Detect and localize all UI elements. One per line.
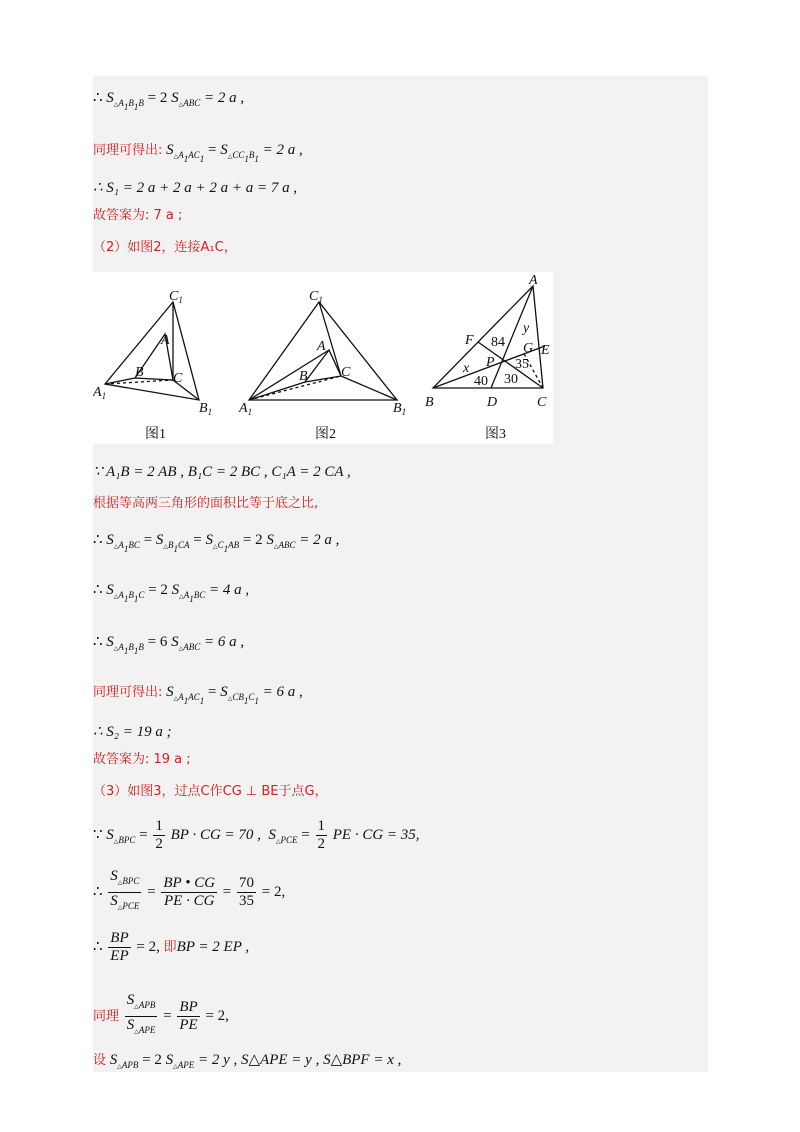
svg-text:B1: $B_1$	[393, 401, 407, 417]
answer-2: 故答案为: 19 a ;	[93, 752, 191, 767]
line-ratio-70-35: ∴ $\frac{S_{\triangle BPC}}{S_{\triangle PCE}}$ = $\frac{BP • CG}{PE \cdot CG}$ = $\frac{70}{35}$ = 2,	[93, 868, 286, 911]
svg-text:C: C	[537, 395, 547, 410]
svg-text:x: x	[463, 361, 470, 376]
part-2-heading: （2）如图2，连接A₁C，	[93, 240, 237, 255]
svg-text:E: E	[541, 343, 550, 358]
caption-fig1: 图1	[145, 427, 166, 442]
line-areas-bpc-pce: ∵ $S_{\triangle BPC}$ = $\frac{1}{2}$ BP · CG = 70 , $S_{\triangle PCE}$ = $\frac{1}{2}$ PE · CG = 35,	[93, 818, 420, 852]
svg-text:C: C	[341, 365, 351, 380]
svg-text:A: A	[529, 273, 538, 288]
svg-text:B1: $B_1$	[199, 401, 213, 417]
fig1-outer-triangle	[105, 302, 199, 400]
svg-text:84: 84	[491, 335, 505, 350]
line-bp-ep: ∴ $\frac{BP}{EP}$ = 2, 即BP = 2 EP ,	[93, 930, 250, 964]
svg-text:30: 30	[504, 372, 518, 387]
triangle-figures	[93, 272, 553, 444]
svg-text:B: B	[299, 369, 308, 384]
caption-fig3: 图3	[485, 427, 506, 442]
svg-text:C: C	[173, 371, 183, 386]
svg-text:G: G	[523, 341, 534, 356]
line-s1-total: ∴ S₁ = 2 a + 2 a + 2 a + a = 7 a ,	[93, 180, 298, 196]
svg-text:D: D	[487, 395, 498, 410]
svg-text:B: B	[135, 365, 144, 380]
line-let-variables: 设 $S_{\triangle APB} = 2$ $S_{\triangle APE} = 2$ y , S△APE = y , S△BPF = x ,	[93, 1052, 402, 1070]
svg-text:F: F	[465, 333, 474, 348]
line-a1b1b: ∴ $S_{\triangle A_1B_1B} = 6$ $S_{\triangle ABC} = 6$ a ,	[93, 634, 245, 656]
svg-text:35: 35	[515, 357, 529, 372]
svg-text:C1: $C_1$	[169, 289, 183, 305]
line-similar-ratio: 同理 $\frac{S_{\triangle APB}}{S_{\triangle APE}}$ = $\frac{BP}{PE}$ = 2,	[93, 992, 229, 1035]
caption-fig2: 图2	[315, 427, 336, 442]
svg-text:A1: $A_1$	[93, 385, 107, 401]
svg-text:A: A	[161, 333, 170, 348]
solution-panel	[93, 76, 708, 1072]
part-3-heading: （3）如图3，过点C作CG ⊥ BE于点G，	[93, 784, 328, 799]
line-similar-result: 同理可得出: $S_{\triangle A_1AC_1} = S_{\triangle CC_1B_1} = 2$ a ,	[93, 142, 303, 164]
svg-text:P: P	[486, 355, 495, 370]
svg-text:B: B	[425, 395, 434, 410]
svg-text:C1: $C_1$	[309, 289, 323, 305]
line-a1b1c: ∴ $S_{\triangle A_1B_1C} = 2$ $S_{\triangle A_1BC} = 4$ a ,	[93, 582, 250, 604]
line-similar-result-2: 同理可得出: $S_{\triangle A_1AC_1} = S_{\triangle CB_1C_1} = 6$ a ,	[93, 684, 303, 706]
svg-text:40: 40	[474, 374, 488, 389]
svg-text:A: A	[317, 339, 326, 354]
figures	[93, 272, 553, 444]
svg-text:y: y	[523, 321, 530, 336]
area-ratio-principle: 根据等高两三角形的面积比等于底之比,	[93, 496, 319, 511]
svg-text:A1: $A_1$	[239, 401, 253, 417]
line-area-a1b1b: ∴ $S_{\triangle A_1B_1B} = 2$ $S_{\triangle ABC} = 2$ a ,	[93, 90, 245, 112]
given-ratios: ∵ A₁B = 2 AB , B₁C = 2 BC , C₁A = 2 CA ,	[93, 464, 351, 480]
answer-1: 故答案为: 7 a ;	[93, 208, 183, 223]
fig2-inner-triangle	[305, 350, 341, 382]
line-s2-total: ∴ S₂ = 19 a ;	[93, 724, 172, 740]
line-equal-areas: ∴ $S_{\triangle A_1BC} = S_{\triangle B_1CA} = S_{\triangle C_1AB} = 2$ $S_{\triangle ABC} = 2$ a ,	[93, 532, 340, 554]
